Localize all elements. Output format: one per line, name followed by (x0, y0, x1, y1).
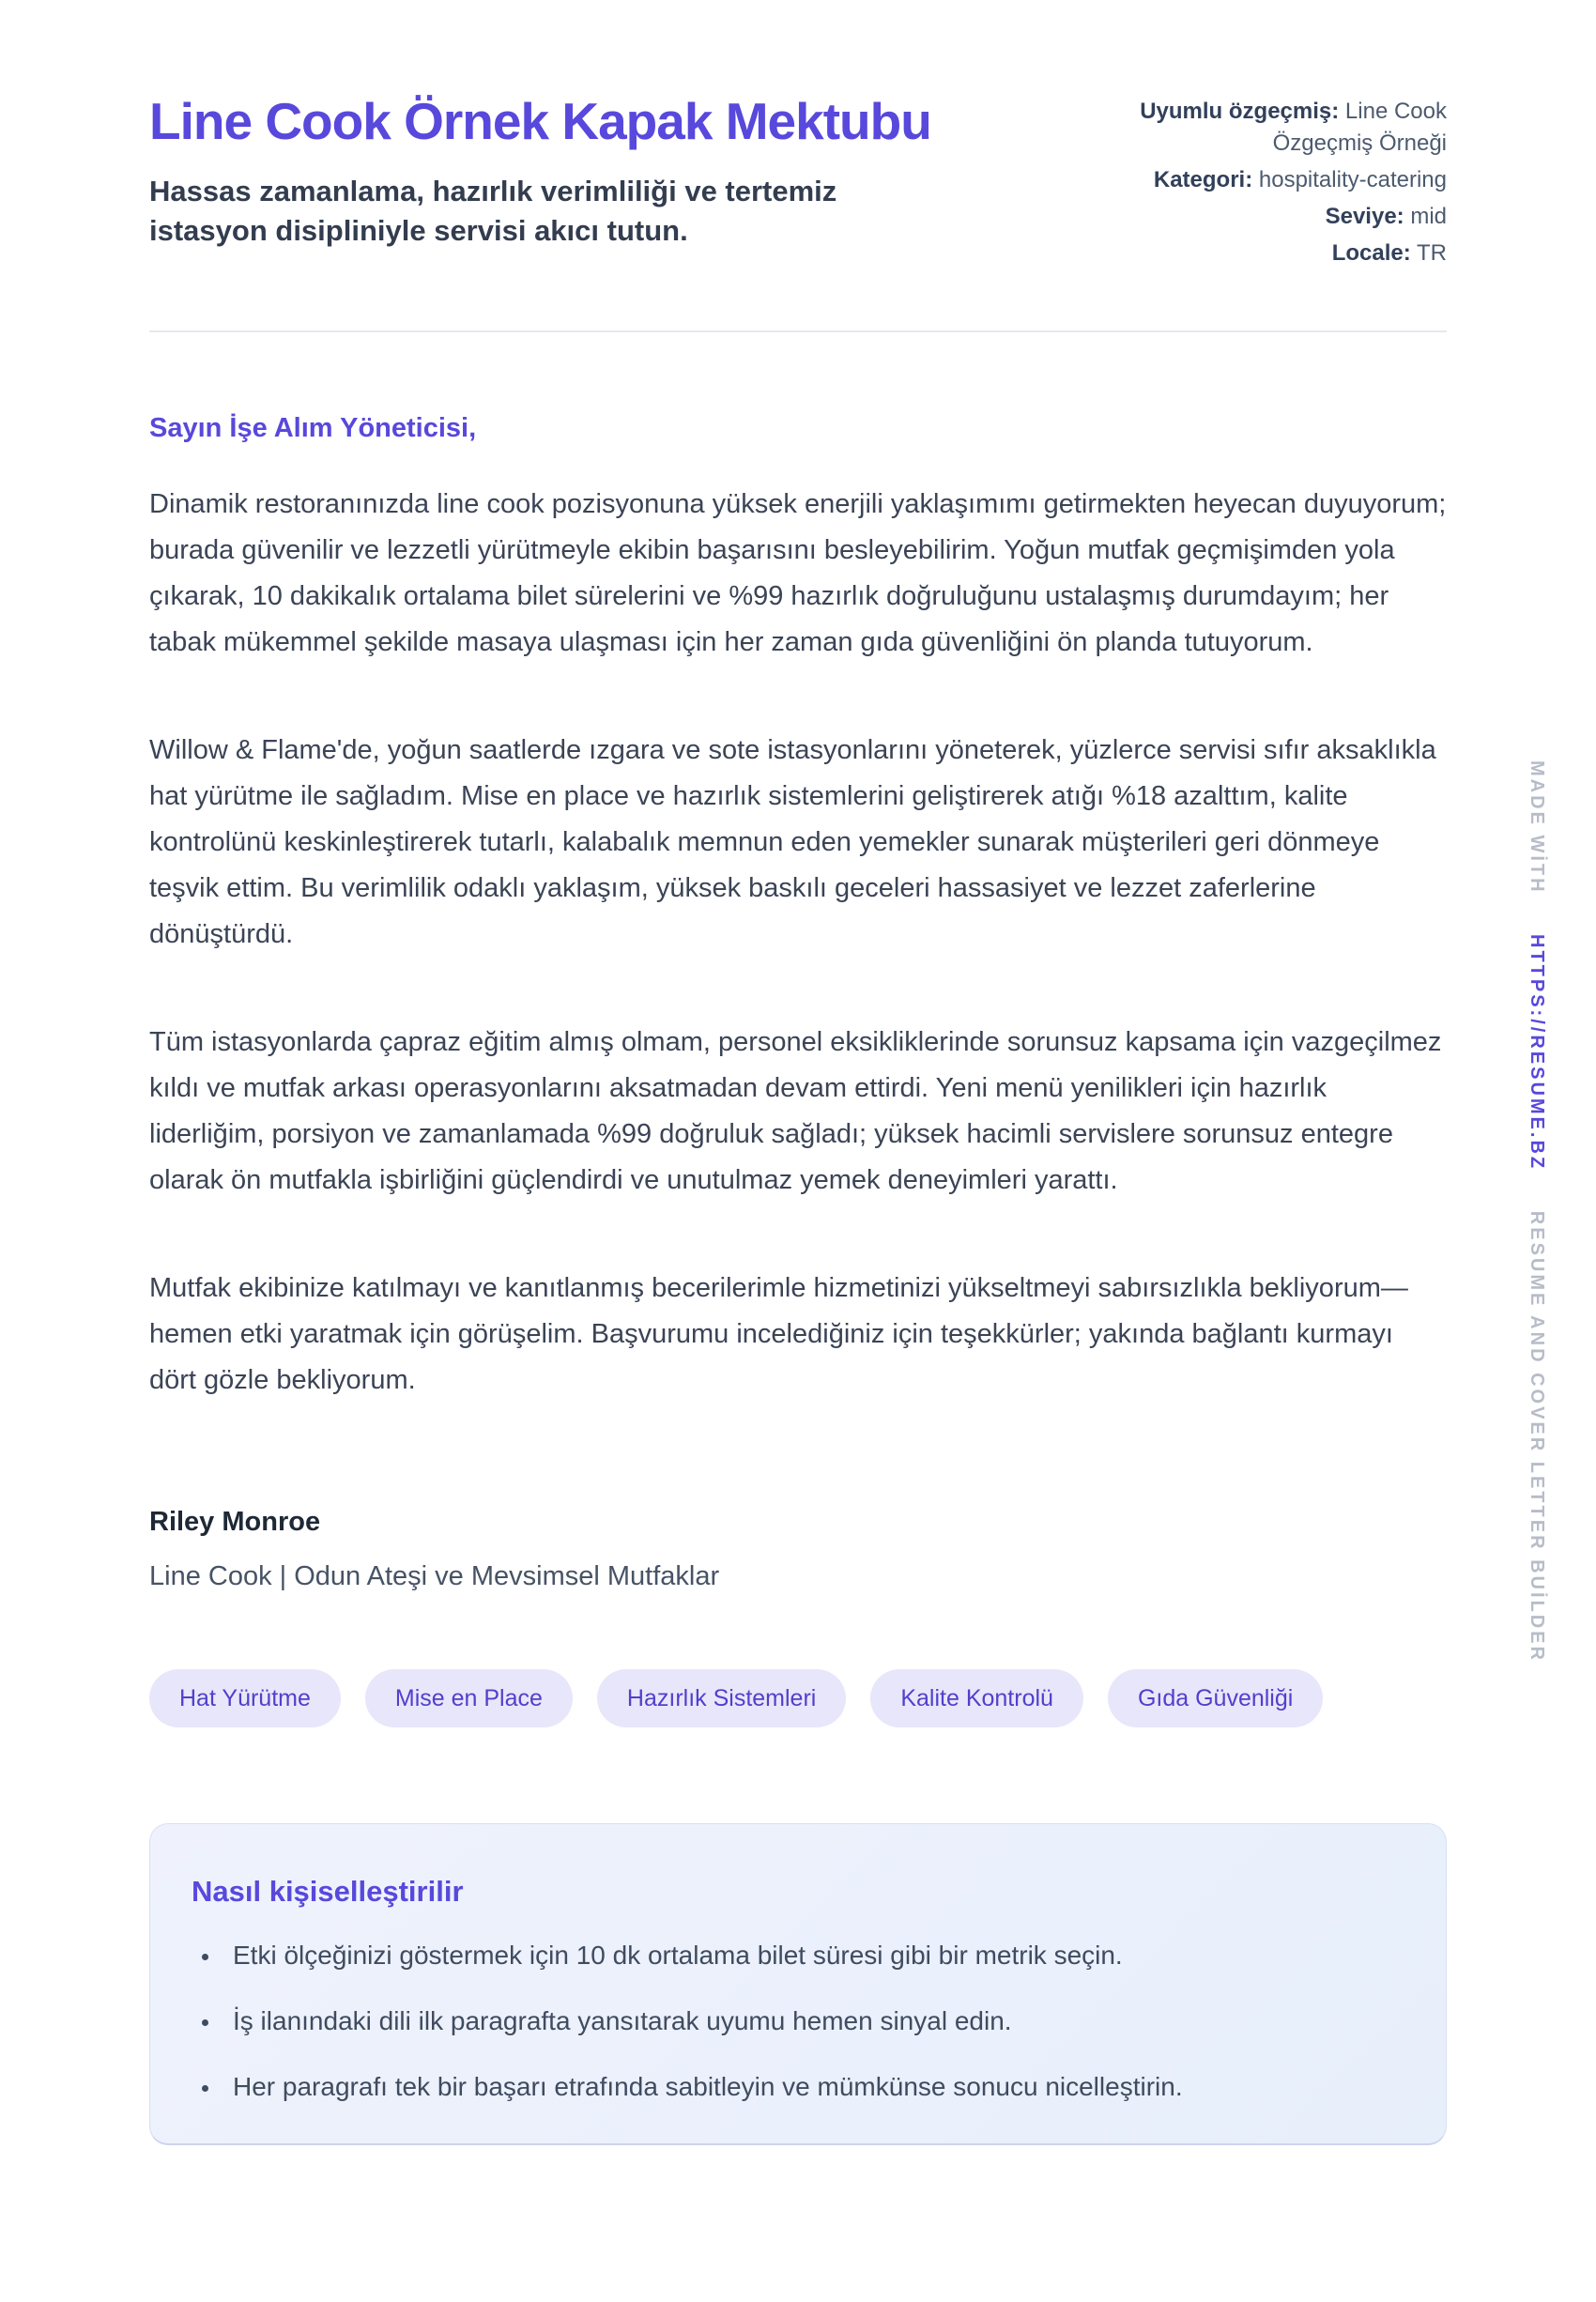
letter-paragraph-2: Willow & Flame'de, yoğun saatlerde ızgara ve sote istasyonlarını yöneterek, yüzlerce servisi sıfır aksaklıkla hat yürütme ile sağladım. Mise en place ve hazırlık sistemlerini geliştirerek atığı %18 azalttım, kalite kontrolünü keskinleştirerek tutarlı, kalabalık memnun eden yemekler sunarak müşterileri geri dönmeye teşvik ettim. Bu verimlilik odaklı yaklaşım, yüksek baskılı geceleri hassasiyet ve lezzet zaferlerine dönüştürdü. (149, 735, 1436, 949)
tips-list (192, 1937, 1404, 2106)
meta-value-3: TR (1417, 240, 1447, 266)
header-divider (149, 330, 1447, 332)
tips-card (149, 1823, 1447, 2145)
letter-paragraph-1: Dinamik restoranınızda line cook pozisyonuna yüksek enerjili yaklaşımımı getirmekten heyecan duyuyorum; burada güvenilir ve lezzetli yürütmeyle ekibin başarısını besleyebilirim. Yoğun mutfak geçmişimden yola çıkarak, 10 dakikalık ortalama bilet sürelerini ve %99 hazırlık doğruluğunu ustalaşmış durumdayım; her tabak mükemmel şekilde masaya ulaşması için her zaman gıda güvenliğini ön planda tutuyorum. (149, 489, 1447, 657)
watermark (1526, 760, 1547, 1663)
meta-label-0: Uyumlu özgeçmiş: (1140, 99, 1340, 124)
signature-role: Line Cook | Odun Ateşi ve Mevsimsel Mutfaklar (149, 1561, 720, 1591)
meta-row-2 (1137, 201, 1447, 233)
skill-tag: Hazırlık Sistemleri (597, 1669, 846, 1727)
meta-row-3 (1137, 238, 1447, 269)
letter-greeting: Sayın İşe Alım Yöneticisi, (149, 413, 477, 443)
watermark-suffix: RESUME AND COVER LETTER BUİLDER (1527, 1210, 1547, 1663)
meta-value-0: Line Cook Özgeçmiş Örneği (1272, 99, 1447, 156)
skill-tag: Mise en Place (365, 1669, 573, 1727)
meta-list (1137, 94, 1447, 274)
meta-row-0 (1137, 96, 1447, 160)
skill-tag-list (149, 1669, 1447, 1727)
header (149, 94, 1447, 274)
tips-item-3: • Her paragrafı tek bir başarı etrafında sabitleyin ve mümkünse sonucu nicelleştirin. (222, 2068, 1404, 2106)
meta-value-2: mid (1410, 204, 1447, 229)
watermark-prefix: MADE WİTH (1527, 760, 1547, 895)
meta-label-3: Locale: (1331, 240, 1411, 266)
meta-row-1 (1137, 164, 1447, 196)
letter-paragraph-4: Mutfak ekibinize katılmayı ve kanıtlanmış becerilerimle hizmetinizi yükseltmeyi sabırsızlıkla bekliyorum—hemen etki yaratmak için görüşelim. Başvurumu incelediğiniz için teşekkürler; yakında bağlantı kurmayı dört gözle bekliyorum. (149, 1273, 1408, 1395)
page-title: Line Cook Örnek Kapak Mektubu (149, 92, 931, 150)
signature-name: Riley Monroe (149, 1507, 321, 1537)
watermark-link[interactable]: HTTPS://RESUME.BZ (1527, 934, 1547, 1172)
header-title-block (149, 94, 947, 251)
tips-title: Nasıl kişiselleştirilir (192, 1875, 464, 1908)
letter-paragraph-3: Tüm istasyonlarda çapraz eğitim almış olmam, personel eksikliklerinde sorunsuz kapsama için vazgeçilmez kıldı ve mutfak arkası operasyonlarını aksatmadan devam ettirdi. Yeni menü yenilikleri için hazırlık liderliğim, porsiyon ve zamanlamada %99 doğruluk sağladı; yüksek hacimli servislere sorunsuz entegre olarak ön mutfakla işbirliğini güçlendirdi ve unutulmaz yemek deneyimleri yarattı. (149, 1027, 1442, 1195)
page (149, 0, 1447, 2145)
meta-value-1: hospitality-catering (1258, 167, 1447, 192)
tips-item-1: • Etki ölçeğinizi göstermek için 10 dk ortalama bilet süresi gibi bir metrik seçin. (222, 1937, 1404, 1974)
meta-label-1: Kategori: (1153, 167, 1253, 192)
meta-label-2: Seviye: (1325, 204, 1404, 229)
tips-item-2: • İş ilanındaki dili ilk paragrafta yansıtarak uyumu hemen sinyal edin. (222, 2003, 1404, 2040)
page-subtitle: Hassas zamanlama, hazırlık verimliliği ve tertemiz istasyon disipliniyle servisi akıcı tutun. (149, 175, 837, 248)
skill-tag: Hat Yürütme (149, 1669, 341, 1727)
skill-tag: Gıda Güvenliği (1108, 1669, 1323, 1727)
skill-tag: Kalite Kontrolü (870, 1669, 1083, 1727)
letter-paragraphs (149, 482, 1447, 1404)
cover-letter (149, 406, 1447, 1600)
